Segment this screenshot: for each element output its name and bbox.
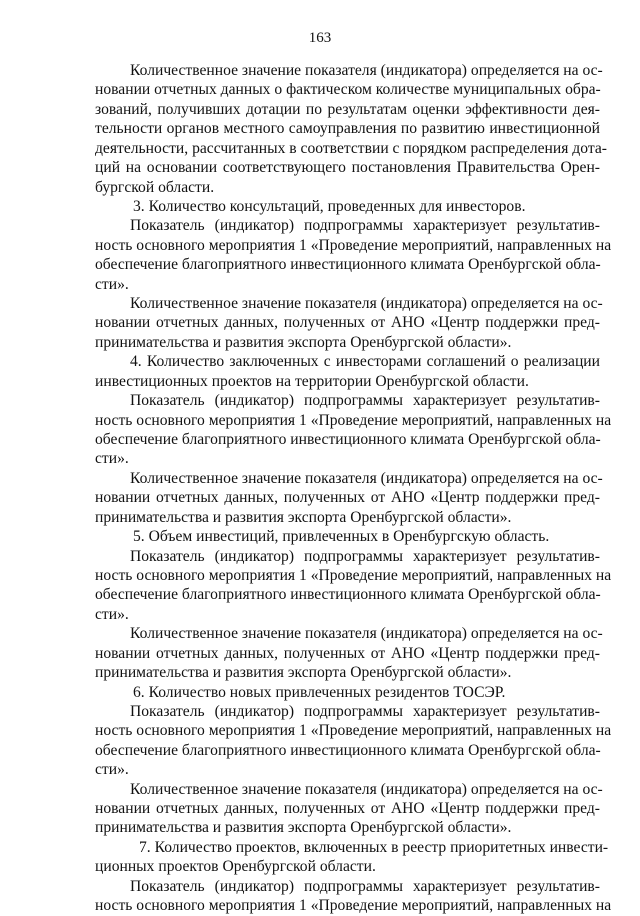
paragraph [95, 197, 600, 216]
text-line: Количественное значение показателя (индикатора) определяется на ос- [130, 62, 603, 79]
paragraph [95, 624, 603, 682]
paragraph [95, 469, 603, 527]
paragraph [95, 216, 612, 294]
text-line: принимательства и развития экспорта Оренбургской области». [95, 333, 512, 351]
paragraph [95, 877, 612, 916]
text-line: Количественное значение показателя (индикатора) определяется на ос- [130, 780, 603, 798]
text-line: бургской области. [95, 178, 215, 196]
text-line: новании отчетных данных, полученных от АНО «Центр поддержки пред- [95, 489, 600, 507]
text-line: ность основного мероприятия 1 «Проведение мероприятий, направленных на [95, 566, 612, 584]
text-line: принимательства и развития экспорта Оренбургской области». [95, 664, 512, 682]
paragraph [95, 294, 603, 352]
text-line: ность основного мероприятия 1 «Проведение мероприятий, направленных на [95, 897, 612, 915]
text-line: Показатель (индикатор) подпрограммы характеризует результатив- [130, 702, 600, 720]
text-line: принимательства и развития экспорта Оренбургской области». [95, 508, 512, 526]
text-line: ность основного мероприятия 1 «Проведение мероприятий, направленных на [95, 411, 612, 429]
text-line: обеспечение благоприятного инвестиционного климата Оренбургской обла- [95, 431, 601, 449]
paragraph [95, 780, 603, 838]
text-line: Количественное значение показателя (индикатора) определяется на ос- [130, 295, 603, 313]
text-line: сти». [95, 605, 129, 623]
text-line: новании отчетных данных, полученных от АНО «Центр поддержки пред- [95, 314, 600, 332]
text-line: ционных проектов Оренбургской области. [95, 858, 376, 876]
document-body [95, 61, 612, 916]
text-line: сти». [95, 275, 129, 293]
paragraph [95, 527, 600, 546]
text-line: Показатель (индикатор) подпрограммы характеризует результатив- [130, 877, 600, 895]
text-line: 6. Количество новых привлеченных резидентов ТОСЭР. [133, 683, 506, 701]
paragraph [95, 61, 607, 197]
text-line: Количественное значение показателя (индикатора) определяется на ос- [130, 625, 603, 643]
paragraph [95, 683, 600, 702]
text-line: Показатель (индикатор) подпрограммы характеризует результатив- [130, 392, 600, 410]
text-line: обеспечение благоприятного инвестиционного климата Оренбургской обла- [95, 741, 601, 759]
text-line: Показатель (индикатор) подпрограммы характеризует результатив- [130, 217, 600, 235]
text-line: новании отчетных данных, полученных от АНО «Центр поддержки пред- [95, 644, 600, 662]
paragraph [95, 838, 609, 877]
text-line: тельности органов местного самоуправления по развитию инвестиционной [95, 120, 600, 138]
text-line: ность основного мероприятия 1 «Проведение мероприятий, направленных на [95, 236, 612, 254]
text-line: ность основного мероприятия 1 «Проведение мероприятий, направленных на [95, 722, 612, 740]
text-line: сти». [95, 761, 129, 779]
text-line: сти». [95, 450, 129, 468]
text-line: 3. Количество консультаций, проведенных для инвесторов. [133, 197, 526, 215]
paragraph [95, 352, 600, 391]
text-line: Количественное значение показателя (индикатора) определяется на ос- [130, 469, 603, 487]
text-line: деятельности, рассчитанных в соответствии с порядком распределения дота- [95, 139, 607, 157]
paragraph [95, 547, 612, 625]
text-line: обеспечение благоприятного инвестиционного климата Оренбургской обла- [95, 256, 601, 274]
text-line: новании отчетных данных, полученных от АНО «Центр поддержки пред- [95, 800, 600, 818]
text-line: ций на основании соответствующего постановления Правительства Орен- [95, 159, 600, 177]
text-line: 4. Количество заключенных с инвесторами соглашений о реализации [130, 353, 600, 371]
paragraph [95, 702, 612, 780]
page-number: 163 [308, 30, 332, 46]
text-line: принимательства и развития экспорта Оренбургской области». [95, 819, 512, 837]
text-line: 7. Количество проектов, включенных в реестр приоритетных инвести- [139, 838, 609, 856]
text-line: Показатель (индикатор) подпрограммы характеризует результатив- [130, 547, 600, 565]
text-line: зований, получивших дотации по результатам оценки эффективности дея- [95, 100, 600, 118]
paragraph [95, 391, 612, 469]
text-line: 5. Объем инвестиций, привлеченных в Оренбургскую область. [133, 528, 550, 546]
text-line: обеспечение благоприятного инвестиционного климата Оренбургской обла- [95, 586, 601, 604]
text-line: новании отчетных данных о фактическом количестве муниципальных обра- [95, 81, 601, 99]
text-line: инвестиционных проектов на территории Оренбургской области. [95, 372, 529, 390]
